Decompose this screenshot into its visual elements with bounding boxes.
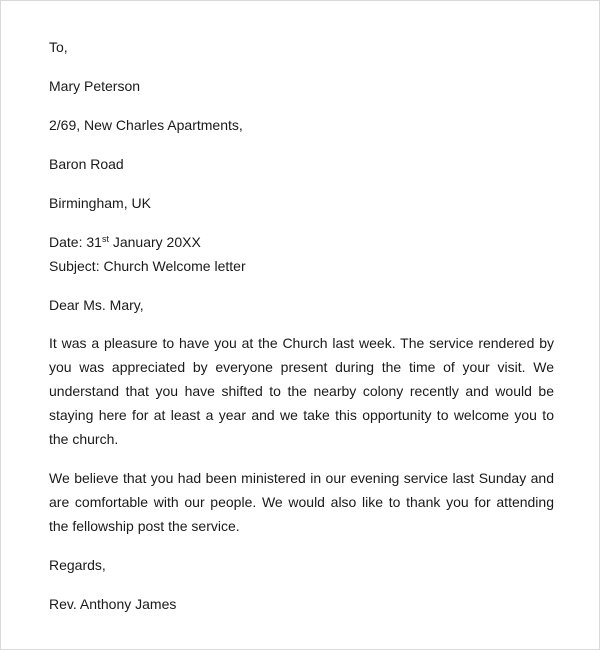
letter-date xyxy=(49,233,201,251)
paragraph-1-line: It was a pleasure to have you at the Church last week. The service rendered by xyxy=(49,335,554,351)
address-line-2: Baron Road xyxy=(49,156,124,172)
paragraph-1-line: understand that you have shifted to the nearby colony recently and would be xyxy=(49,383,554,399)
paragraph-1-line: staying here for at least a year and we take this opportunity to welcome you to xyxy=(49,407,554,423)
address-line-1: 2/69, New Charles Apartments, xyxy=(49,117,243,133)
date-prefix: Date: 31 xyxy=(49,234,102,250)
body-paragraph-1 xyxy=(49,331,554,451)
date-rest: January 20XX xyxy=(108,234,201,250)
paragraph-1-line: you was appreciated by everyone present during the time of your visit. We xyxy=(49,359,554,375)
letter-subject: Subject: Church Welcome letter xyxy=(49,258,246,274)
date-ordinal-suffix: st xyxy=(101,234,109,244)
closing: Regards, xyxy=(49,557,106,573)
address-line-3: Birmingham, UK xyxy=(49,195,151,211)
paragraph-2-line: We believe that you had been ministered in our evening service last Sunday and xyxy=(49,470,554,486)
to-label: To, xyxy=(49,39,68,55)
salutation: Dear Ms. Mary, xyxy=(49,297,144,313)
body-paragraph-2 xyxy=(49,466,554,538)
recipient-name: Mary Peterson xyxy=(49,78,141,94)
paragraph-1-line: the church. xyxy=(49,431,119,447)
signature-name: Rev. Anthony James xyxy=(49,596,177,612)
paragraph-2-line: the fellowship post the service. xyxy=(49,518,240,534)
paragraph-2-line: are comfortable with our people. We would also like to thank you for attending xyxy=(49,494,554,510)
